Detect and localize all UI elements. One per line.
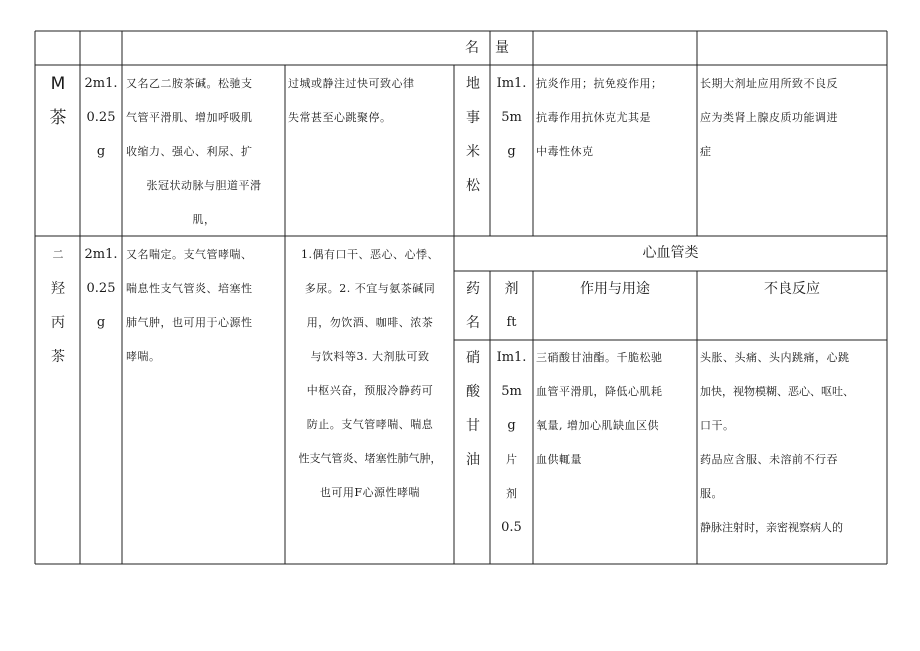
header-drug-name [456, 272, 490, 340]
dose-line: g [96, 315, 106, 330]
header-use: 作用与用途 [580, 281, 650, 297]
name-char: 硝 [466, 350, 480, 366]
dose-line: 片 [506, 453, 517, 466]
drug-dexamethasone-name [456, 67, 490, 203]
reaction-line: 过城或静注过快可致心律 [288, 77, 415, 90]
use-line: 肺气肿，也可用于心源性 [126, 316, 253, 329]
name-char: 米 [466, 144, 480, 160]
use-line: 气管平滑肌、增加呼吸肌 [126, 111, 253, 124]
reaction-line: 1.偶有口干、恶心、心悸、 [301, 248, 439, 261]
name-char: 地 [466, 76, 480, 92]
drug2-name [40, 238, 76, 374]
name-char: 松 [466, 178, 480, 194]
dose-line: g [96, 144, 106, 159]
drug-dexamethasone-reaction [700, 67, 885, 169]
dose-line: 2m1. [84, 247, 118, 262]
header-char: ft [506, 315, 517, 330]
name-char: 油 [466, 452, 480, 468]
reaction-line: 应为类肾上腺皮质功能调进 [700, 111, 838, 124]
use-line: 收缩力、强心、利尿、扩 [126, 145, 253, 158]
header-dose [490, 272, 533, 340]
reaction-line: 静脉注射时，亲密视察病人的 [700, 521, 843, 534]
drug2-name-char: 羟 [51, 281, 65, 297]
drug-nitroglycerin-use [536, 341, 696, 477]
use-line: 抗炎作用；抗免疫作用； [536, 77, 663, 90]
use-line: 又名乙二胺茶碱。松驰支 [126, 77, 253, 90]
reaction-line: 加快，视物模糊、恶心、呕吐、 [700, 385, 854, 398]
dose-line: Im1. [496, 76, 527, 91]
drug1-name-char: 茶 [49, 108, 67, 128]
use-line: 肌， [192, 213, 216, 226]
header-dose-label: 量 [495, 40, 509, 56]
use-line: 又名喘定。支气管哮喘、 [126, 248, 253, 261]
use-line: 哮喘。 [126, 350, 161, 363]
dose-line: Im1. [496, 350, 527, 365]
dose-line: 2m1. [84, 76, 118, 91]
use-line: 张冠状动脉与胆道平滑 [146, 179, 262, 192]
drug1-use [126, 67, 282, 237]
drug-nitroglycerin-reaction [700, 341, 885, 545]
reaction-line: 头胀、头痛、头内跳痛，心跳 [700, 351, 850, 364]
drug-dexamethasone-use [536, 67, 696, 169]
use-line: 血管平滑肌，降低心肌耗 [536, 385, 663, 398]
header-char: 剂 [504, 281, 519, 297]
reaction-line: 也可用F心源性哮喘 [319, 486, 421, 499]
dose-line: g [507, 418, 516, 433]
drug1-dose [80, 67, 122, 169]
reaction-line: 药品应含服、未溶前不行吞 [700, 453, 838, 466]
name-char: 甘 [466, 418, 480, 434]
reaction-line: 服。 [700, 487, 723, 500]
name-char: 事 [466, 110, 480, 126]
header-name-label: 名 [465, 40, 479, 56]
reaction-line: 长期大剂址应用所致不良反 [700, 77, 838, 90]
dose-line: 0.25 [86, 110, 116, 125]
drug-nitroglycerin-dose [490, 341, 533, 545]
dose-line: 5m [501, 110, 522, 125]
dose-line: 0.5 [501, 520, 522, 535]
dose-line: 剂 [506, 487, 517, 500]
section-title-cardiovascular: 心血管类 [642, 245, 699, 261]
drug2-reaction [287, 238, 453, 510]
drug-nitroglycerin-name [456, 341, 490, 477]
drug-dexamethasone-dose [490, 67, 533, 169]
header-char: 名 [466, 315, 480, 331]
reaction-line: 中枢兴奋，预服冷静药可 [306, 384, 434, 397]
reaction-line: 性支气管炎、堵塞性肺气肿， [298, 452, 442, 465]
dose-line: 0.25 [86, 281, 116, 296]
use-line: 中毒性休克 [536, 145, 594, 158]
use-line: 喘息性支气管炎、培塞性 [126, 282, 253, 295]
reaction-line: 多尿。2. 不宜与氨茶碱同 [304, 282, 436, 295]
drug1-name-char: M [50, 74, 66, 94]
use-line: 氧量, 增加心肌缺血区供 [536, 419, 659, 432]
header-char: 药 [466, 281, 480, 297]
reaction-line: 用，勿饮酒、咖啡、浓茶 [306, 316, 434, 329]
dose-line: 5m [501, 384, 522, 399]
drug2-name-char: 茶 [51, 349, 65, 365]
reaction-line: 防止。支气管哮喘、喘息 [306, 418, 434, 431]
drug2-name-char: 丙 [51, 315, 65, 331]
header-reaction: 不良反应 [764, 281, 820, 297]
reaction-line: 与饮料等3. 大剂肽可致 [310, 350, 430, 363]
use-line: 抗毒作用抗休克尤其是 [536, 111, 651, 124]
drug1-reaction [288, 67, 452, 135]
reaction-line: 失常甚至心跳聚停。 [288, 111, 392, 124]
drug2-use [126, 238, 282, 374]
use-line: 三硝酸甘油酯。千脆松驰 [536, 351, 663, 364]
dose-line: g [507, 144, 516, 159]
drug2-dose [80, 238, 122, 340]
reaction-line: 症 [700, 145, 712, 158]
use-line: 血供輒量 [536, 453, 582, 466]
drug1-name [40, 67, 76, 135]
name-char: 酸 [466, 384, 480, 400]
drug2-name-char: 二 [52, 248, 64, 261]
reaction-line: 口干。 [700, 419, 735, 432]
